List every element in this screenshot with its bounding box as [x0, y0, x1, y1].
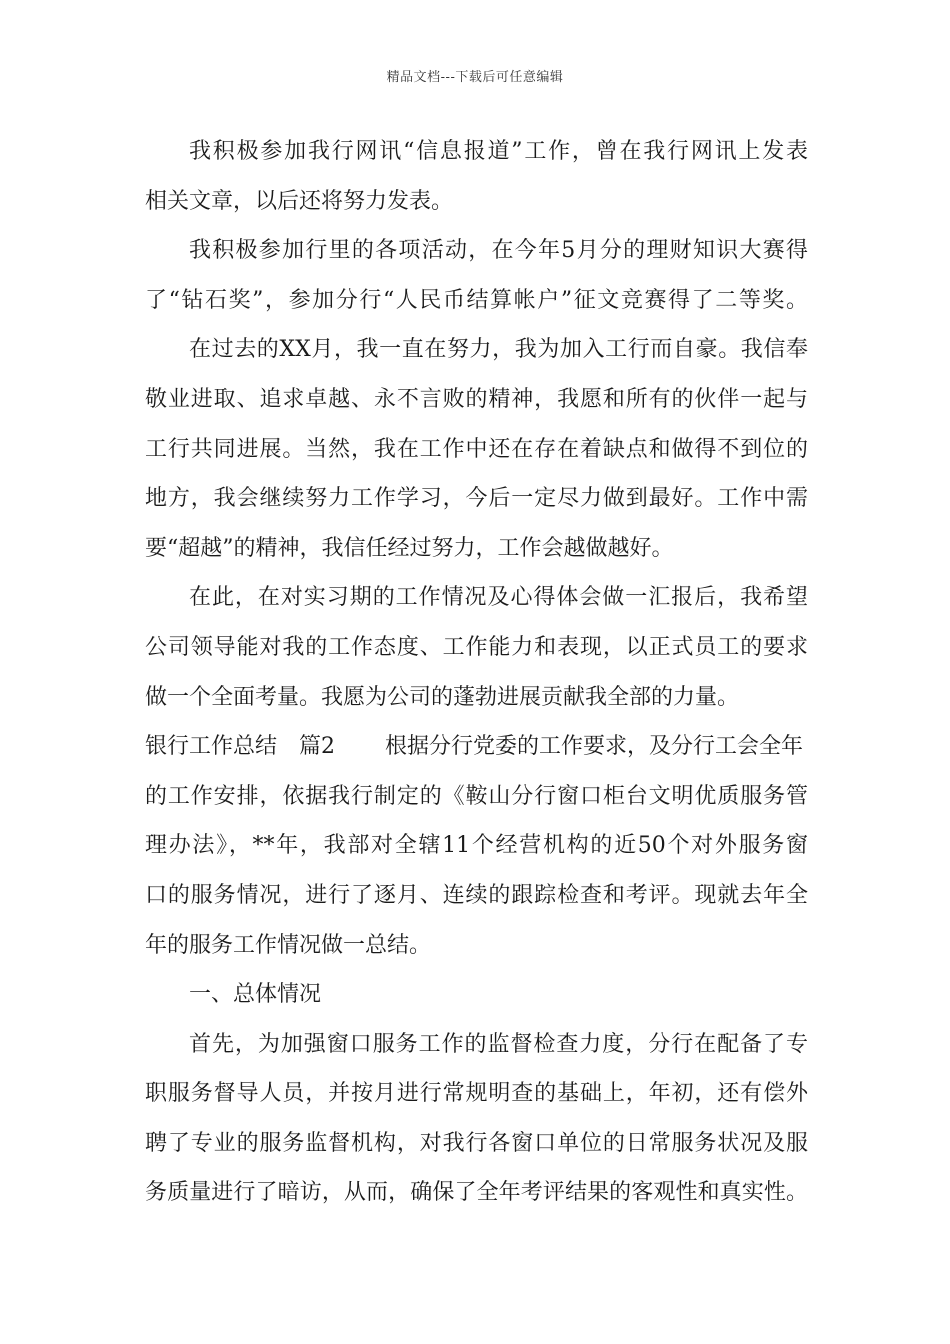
text-line: 工行共同进展。当然，我在工作中还在存在着缺点和做得不到位的: [145, 436, 808, 462]
text-line: 职服务督导人员，并按月进行常规明查的基础上，年初，还有偿外: [145, 1081, 808, 1107]
text-line: 的工作安排，依据我行制定的《鞍山分行窗口柜台文明优质服务管: [145, 783, 808, 809]
text-line: 我积极参加我行网讯“信息报道”工作，曾在我行网讯上发表: [189, 139, 808, 164]
text-line: 了“钻石奖”，参加分行“人民币结算帐户”征文竞赛得了二等奖。: [145, 287, 808, 313]
text-line: 相关文章，以后还将努力发表。: [145, 188, 454, 214]
text-line: 理办法》，**年，我部对全辖11个经营机构的近50个对外服务窗: [145, 833, 808, 859]
text-line: 在此，在对实习期的工作情况及心得体会做一汇报后，我希望: [189, 585, 808, 611]
text-line: 首先，为加强窗口服务工作的监督检查力度，分行在配备了专: [189, 1031, 808, 1057]
subheading: 一、总体情况: [189, 982, 322, 1008]
section-title: 银行工作总结: [145, 734, 278, 760]
text-line: 务质量进行了暗访，从而，确保了全年考评结果的客观性和真实性。: [145, 1180, 808, 1206]
text-line: 做一个全面考量。我愿为公司的蓬勃进展贡献我全部的力量。: [145, 684, 740, 710]
text-line: 要“超越”的精神，我信任经过努力，工作会越做越好。: [145, 535, 674, 561]
section-number: 篇2: [299, 734, 336, 760]
text-line: 口的服务情况，进行了逐月、连续的跟踪检查和考评。现就去年全: [145, 882, 808, 908]
text-line: 公司领导能对我的工作态度、工作能力和表现，以正式员工的要求: [145, 634, 808, 660]
section-heading-line: [145, 722, 808, 772]
text-line: 年的服务工作情况做一总结。: [145, 932, 432, 958]
text-line: 敬业进取、追求卓越、永不言败的精神，我愿和所有的伙伴一起与: [145, 386, 808, 412]
text-line: 在过去的XX月，我一直在努力，我为加入工行而自豪。我信奉: [189, 337, 808, 363]
text-line: 我积极参加行里的各项活动，在今年5月分的理财知识大赛得: [189, 238, 808, 264]
text-line: 地方，我会继续努力工作学习，今后一定尽力做到最好。工作中需: [145, 486, 808, 512]
document-body: [145, 127, 808, 1218]
text-line: 根据分行党委的工作要求，及分行工会全年: [385, 734, 804, 760]
text-line: 聘了专业的服务监督机构，对我行各窗口单位的日常服务状况及服: [145, 1130, 808, 1156]
page-header: 精品文档---下载后可任意编辑: [386, 70, 564, 85]
